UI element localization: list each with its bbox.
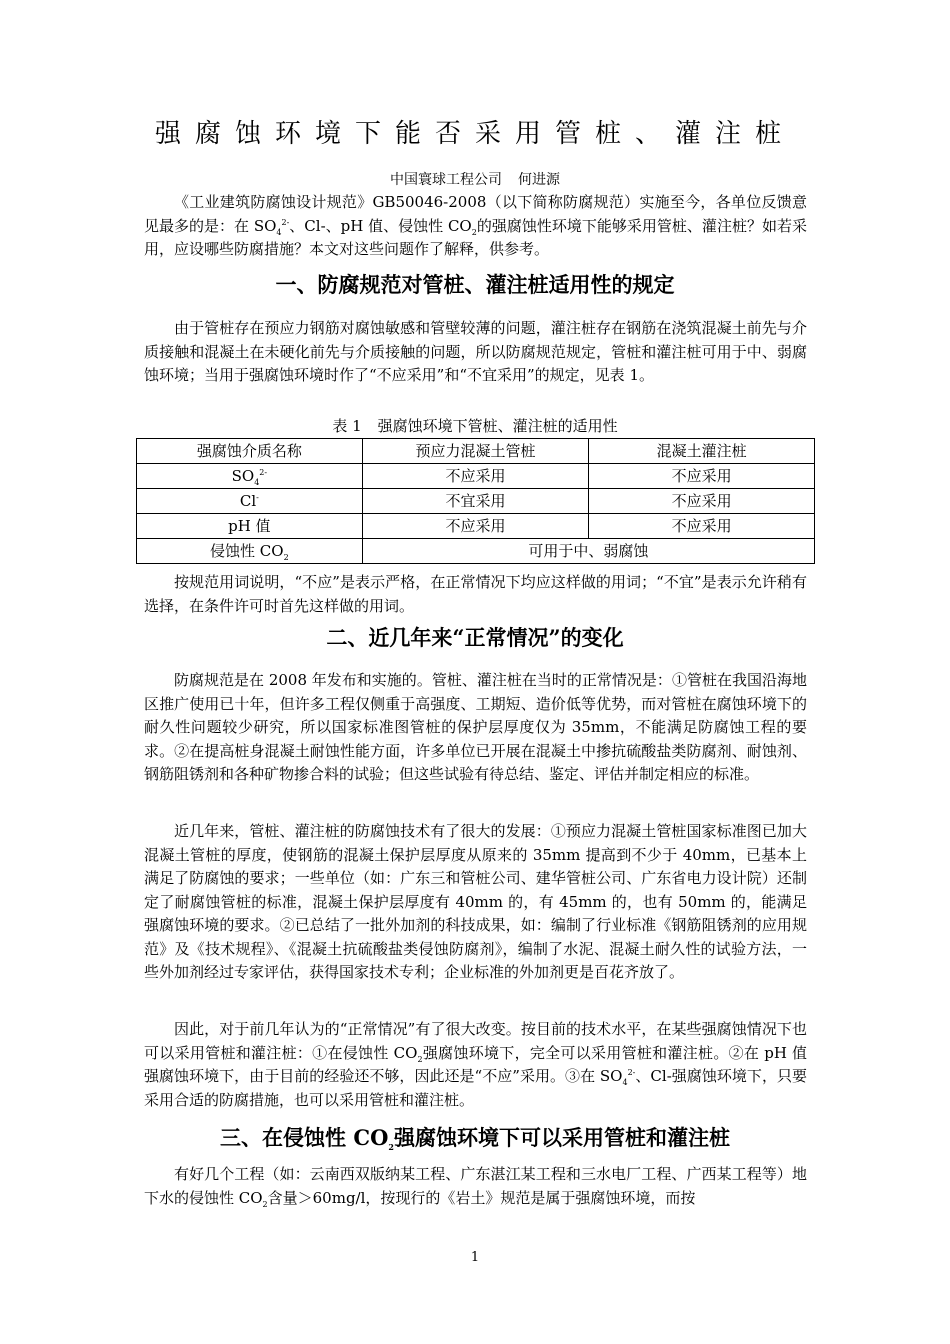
medium-cell — [137, 464, 363, 489]
applicability-table — [136, 438, 815, 564]
section-2-paragraph-3 — [144, 1018, 807, 1112]
header-cast-pile: 混凝土灌注桩 — [589, 439, 815, 464]
section-2-paragraph-2: 近几年来，管桩、灌注桩的防腐蚀技术有了很大的发展：①预应力混凝土管桩国家标准图已加大混凝土管桩的厚度，使钢筋的混凝土保护层厚度从原来的 35mm 提高到不少于 40mm，已基本上满足了防腐蚀的要求；一些单位（如：广东三和管桩公司、建华管桩公司、广东省电力设计院）还制定了耐腐蚀管桩的标准，混凝土保护层厚度有 40mm 的，有 45mm 的，也有 50mm 的，能满足强腐蚀环境的要求。②已总结了一批外加剂的科技成果，如：编制了行业标准《钢筋阻锈剂的应用规范》及《技术规程》、《混凝土抗硫酸盐类侵蚀防腐剂》，编制了水泥、混凝土耐久性的试验方法，一些外加剂经过专家评估，获得国家技术专利；企业标准的外加剂更是百花齐放了。 — [144, 822, 807, 981]
medium-superscript: - — [256, 493, 259, 502]
pipe-pile-cell: 不应采用 — [362, 464, 589, 489]
table-row — [137, 464, 815, 489]
cast-pile-cell: 不应采用 — [589, 489, 815, 514]
medium-text: SO — [231, 467, 255, 485]
medium-superscript: 2- — [259, 468, 268, 477]
table-caption — [0, 416, 950, 436]
header-medium: 强腐蚀介质名称 — [137, 439, 363, 464]
cast-pile-cell: 不应采用 — [589, 464, 815, 489]
pipe-pile-cell: 不宜采用 — [362, 489, 589, 514]
paragraph-text-2: 含量＞60mg/l，按现行的《岩土》规范是属于强腐蚀环境，而按 — [267, 1188, 696, 1207]
medium-cell — [137, 539, 363, 564]
so4-superscript: 2- — [627, 1068, 636, 1077]
author-organization: 中国寰球工程公司 — [390, 172, 502, 188]
author-name: 何进源 — [518, 172, 560, 188]
medium-cell — [137, 489, 363, 514]
so4-superscript: 2- — [281, 217, 290, 227]
medium-text: 侵蚀性 CO — [210, 542, 284, 560]
intro-text-3: 的强腐蚀性环境下能够采用管桩、灌注桩？如若采用，应设哪些防腐措施？本文对这些问题作了解释，供参考。 — [144, 216, 807, 258]
co2-subscript: 2 — [388, 1142, 394, 1153]
so4-subscript: 4 — [622, 1078, 628, 1087]
intro-text-1: 《工业建筑防腐蚀设计规范》GB50046-2008（以下简称防腐规范）实施至今，各单位反馈意见最多的是：在 SO — [144, 193, 807, 235]
table-number: 表 1 — [332, 417, 362, 435]
paragraph-text-2: 强腐蚀环境下，完全可以采用管桩和灌注桩。②在 pH 值强腐蚀环境下，由于目前的经验还不够，因此还是“不应”采用。③在 SO — [144, 1043, 807, 1085]
co2-subscript: 2 — [471, 227, 477, 237]
table-row — [137, 514, 815, 539]
heading-text-2: 强腐蚀环境下可以采用管桩和灌注桩 — [393, 1125, 730, 1150]
table-caption-text: 强腐蚀环境下管桩、灌注桩的适用性 — [377, 417, 618, 435]
document-title: 强腐蚀环境下能否采用管桩、灌注桩 — [154, 119, 795, 149]
pipe-pile-cell: 不应采用 — [362, 514, 589, 539]
section-2-paragraph-1: 防腐规范是在 2008 年发布和实施的。管桩、灌注桩在当时的正常情况是：①管桩在我国沿海地区推广使用已十年，但许多工程仅侧重于高强度、工期短、造价低等优势，而对管桩在腐蚀环境下的耐久性问题较少研究，所以国家标准图管桩的保护层厚度仅为 35mm，不能满足防腐蚀工程的要求。②在提高桩身混凝土耐蚀性能方面，许多单位已开展在混凝土中掺抗硫酸盐类防腐剂、耐蚀剂、钢筋阻锈剂和各种矿物掺合料的试验；但这些试验有待总结、鉴定、评估并制定相应的标准。 — [144, 671, 807, 783]
paragraph-text-1: 因此，对于前几年认为的“正常情况”有了很大改变。按目前的技术水平，在某些强腐蚀情况下也可以采用管桩和灌注桩：①在侵蚀性 CO — [144, 1020, 807, 1062]
cast-pile-cell: 不应采用 — [589, 514, 815, 539]
section-1-heading: 一、防腐规范对管桩、灌注桩适用性的规定 — [275, 272, 675, 297]
table-header-row — [137, 439, 815, 464]
medium-text: Cl — [239, 492, 257, 510]
usage-note-paragraph: 按规范用词说明，“不应”是表示严格，在正常情况下均应这样做的用词；“不宜”是表示允许稍有选择，在条件许可时首先这样做的用词。 — [144, 573, 807, 615]
header-pipe-pile: 预应力混凝土管桩 — [362, 439, 589, 464]
section-2-heading: 二、近几年来“正常情况”的变化 — [326, 625, 624, 650]
paragraph-text-3: 、Cl-强腐蚀环境下，只要采用合适的防腐措施，也可以采用管桩和灌注桩。 — [144, 1067, 807, 1109]
section-3-heading — [0, 1124, 950, 1152]
intro-text-2: 、Cl-、pH 值、侵蚀性 CO — [289, 216, 472, 235]
co2-subscript: 2 — [262, 1199, 268, 1209]
section-3-paragraph — [144, 1163, 807, 1210]
page-number: 1 — [470, 1250, 480, 1265]
intro-paragraph — [144, 191, 807, 262]
medium-cell: pH 值 — [137, 514, 363, 539]
table-row — [137, 539, 815, 564]
merged-applicability-cell: 可用于中、弱腐蚀 — [362, 539, 814, 564]
medium-subscript: 4 — [254, 478, 260, 487]
medium-subscript: 2 — [283, 553, 289, 562]
author-line — [0, 170, 950, 190]
table-row — [137, 489, 815, 514]
co2-subscript: 2 — [417, 1054, 423, 1064]
section-1-paragraph: 由于管桩存在预应力钢筋对腐蚀敏感和管壁较薄的问题，灌注桩存在钢筋在浇筑混凝土前先与介质接触和混凝土在未硬化前先与介质接触的问题，所以防腐规范规定，管桩和灌注桩可用于中、弱腐蚀环境；当用于强腐蚀环境时作了“不应采用”和“不宜采用”的规定，见表 1。 — [144, 319, 807, 384]
so4-subscript: 4 — [276, 227, 282, 237]
paragraph-text-1: 有好几个工程（如：云南西双版纳某工程、广东湛江某工程和三水电厂工程、广西某工程等）地下水的侵蚀性 CO — [144, 1165, 807, 1207]
heading-text-1: 三、在侵蚀性 CO — [220, 1125, 389, 1150]
